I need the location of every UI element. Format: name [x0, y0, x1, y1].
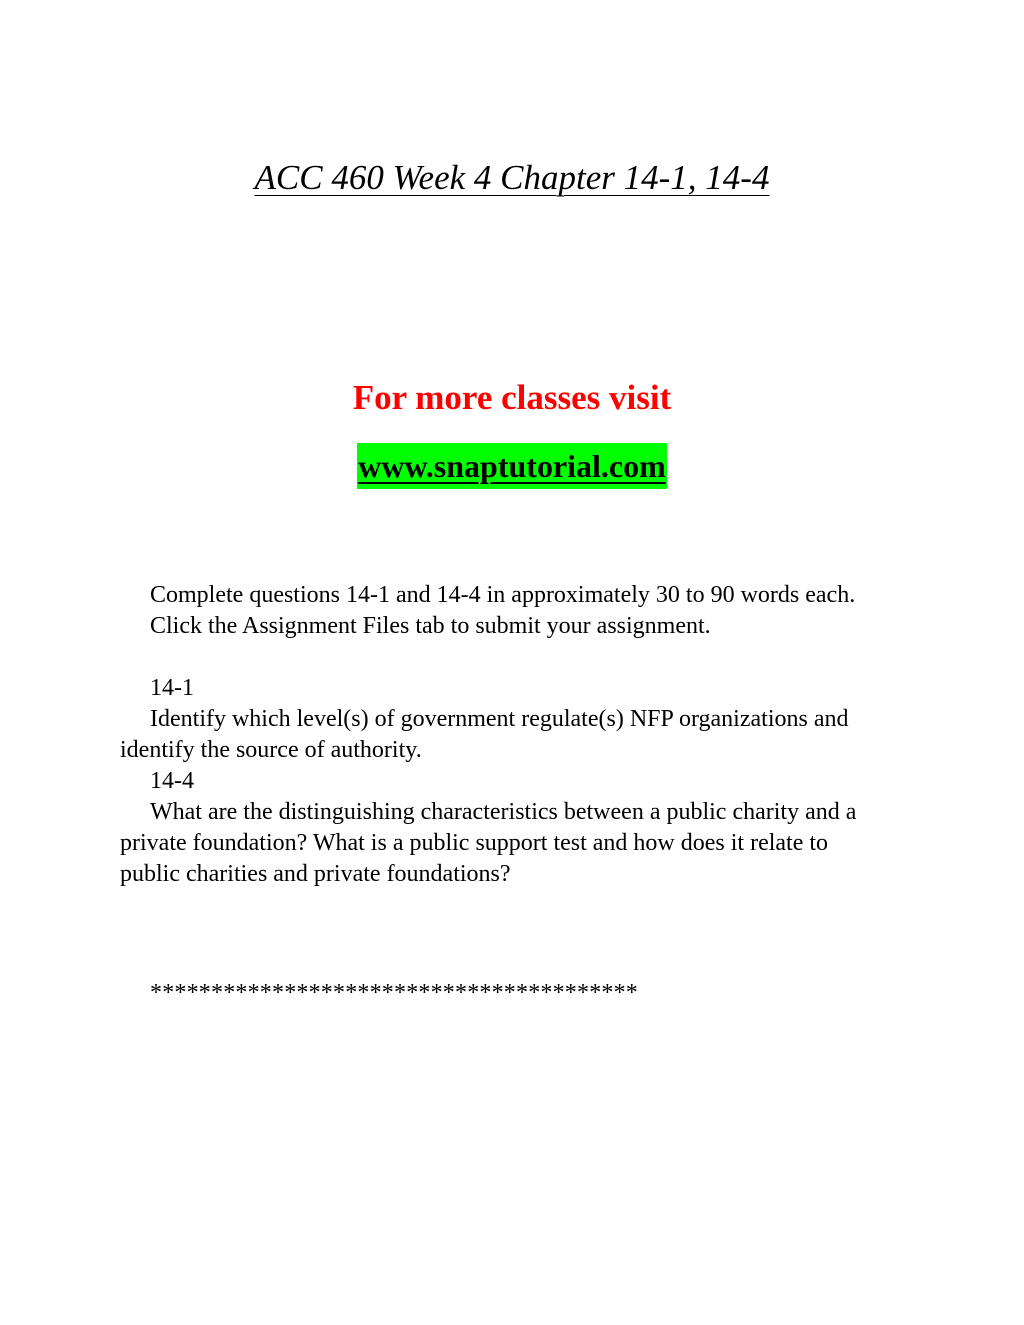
submit-instruction: Click the Assignment Files tab to submit your assignment.: [150, 613, 711, 639]
document-title: ACC 460 Week 4 Chapter 14-1, 14-4: [254, 158, 770, 197]
intro-instruction: Complete questions 14-1 and 14-4 in approximately 30 to 90 words each.: [150, 582, 856, 608]
question-14-4-text: What are the distinguishing characteristics between a public charity and a private foundation? What is a public support test and how does it relate to public charities and private foundations?: [120, 799, 857, 887]
snaptutorial-link[interactable]: www.snaptutorial.com: [357, 443, 667, 489]
assignment-body: [120, 580, 890, 890]
separator-line: ****************************************: [150, 980, 638, 1006]
promo-link-container: [0, 443, 1024, 496]
question-14-1-text: Identify which level(s) of government regulate(s) NFP organizations and identify the source of authority.: [120, 706, 849, 763]
promo-heading: For more classes visit: [352, 378, 672, 417]
question-14-4-label: 14-4: [150, 768, 194, 794]
paragraph-spacer: [120, 642, 890, 673]
question-14-1-label: 14-1: [150, 675, 194, 701]
